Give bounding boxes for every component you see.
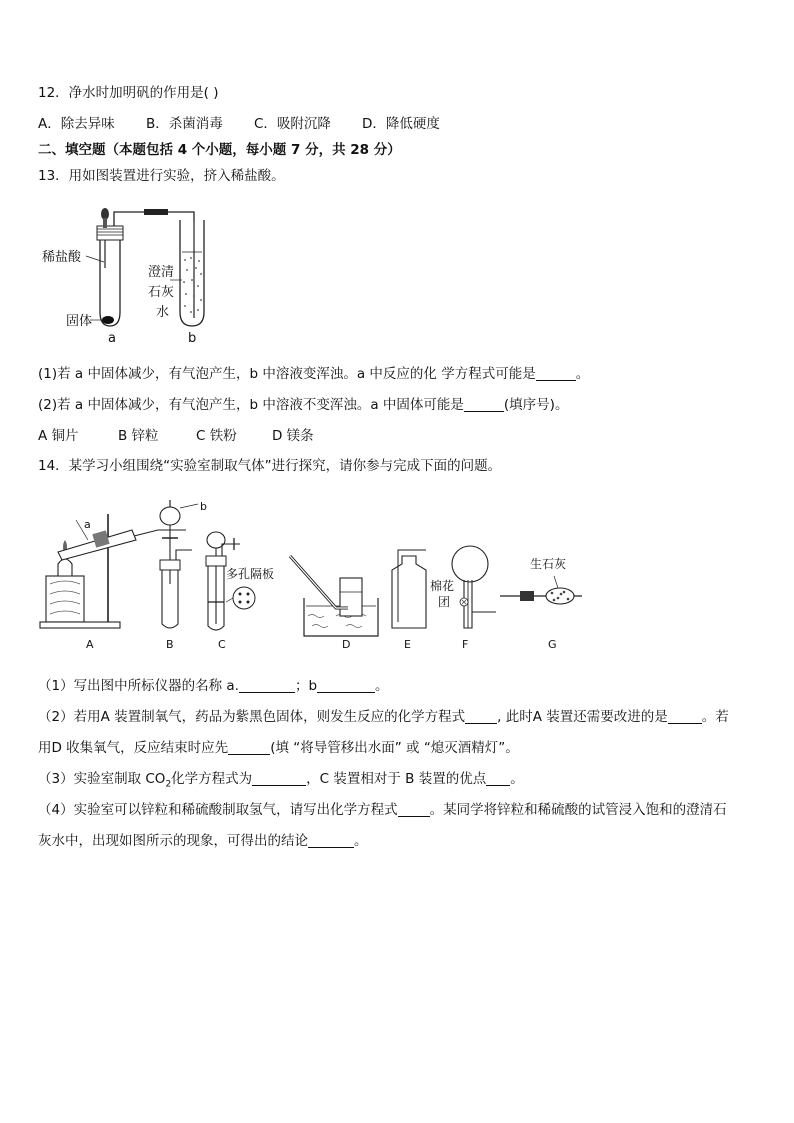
q13-label-limewater-3: 水: [156, 305, 170, 320]
q14-sub4-line1: [38, 801, 764, 819]
q14-sub4-text-c: 灰水中，出现如图所示的现象，可得出的结论: [38, 833, 308, 849]
q14-sub4-end: 。: [354, 833, 368, 849]
q14-sub1-text-a: （1）写出图中所标仪器的名称 a.: [38, 678, 239, 694]
q14-label-plate: 多孔隔板: [226, 567, 275, 581]
q14-sub3-text-c: ，C 装置相对于 B 装置的优点: [306, 771, 487, 787]
q13-option-d: D 镁条: [272, 428, 314, 444]
q13-label-solid: 固体: [66, 314, 93, 329]
q14-label-F: F: [462, 638, 469, 651]
q14-sub1-end: 。: [375, 678, 389, 694]
q14-sub3-blank-a[interactable]: [252, 771, 306, 786]
q14-sub4-blank-b[interactable]: [308, 833, 354, 848]
q14-sub2-text-a: （2）若用A 装置制氧气，药品为紫黑色固体，则发生反应的化学方程式: [38, 709, 466, 725]
q13-apparatus-figure: [36, 200, 256, 350]
q14-sub1: [38, 677, 764, 695]
q14-sub4-text-b: 。某同学将锌粒和稀硫酸的试管浸入饱和的澄清石: [429, 802, 727, 818]
q14-sub2-text-b: , 此时A 装置还需要改进的是: [497, 709, 668, 725]
q12-stem: 12．净水时加明矾的作用是( ): [38, 85, 219, 101]
q14-sub4-line2: [38, 832, 764, 850]
q14-sub3-blank-b[interactable]: [486, 771, 510, 786]
apparatus-g: [500, 556, 582, 604]
q12-option-d: D．降低硬度: [362, 116, 440, 132]
q13-label-limewater-1: 澄清: [148, 265, 175, 280]
q13-sub1: [38, 365, 764, 383]
q14-sub2-text-e: (填 “将导管移出水面” 或 “熄灭酒精灯”。: [270, 740, 519, 756]
q14-label-C: C: [218, 638, 226, 651]
q14-sub2-blank-c[interactable]: [228, 740, 270, 755]
q14-sub2-text-c: 。若: [701, 709, 729, 725]
q14-label-A: A: [86, 638, 94, 651]
q14-sub2-line1: [38, 708, 764, 726]
q13-label-b: b: [188, 331, 197, 346]
q13-sub2-text: (2)若 a 中固体减少，有气泡产生，b 中溶液不变浑浊。a 中固体可能是: [38, 397, 464, 413]
q13-option-b: B 锌粒: [118, 428, 159, 444]
q14-sub1-blank-b[interactable]: [317, 678, 375, 693]
apparatus-b: [160, 500, 207, 628]
q14-sub2-blank-a[interactable]: [465, 709, 497, 724]
q14-sub3-text-b: 化学方程式为: [171, 771, 253, 787]
apparatus-c: [206, 532, 274, 630]
apparatus-d: [290, 556, 378, 636]
q14-sub3: [38, 770, 764, 794]
q14-sub1-text-b: ；b: [294, 678, 318, 694]
q14-apparatus-figure: [36, 494, 596, 654]
q14-sub2-text-d: 用D 收集氧气，反应结束时应先: [38, 740, 229, 756]
q14-sub4-blank-a[interactable]: [398, 802, 430, 817]
q14-stem: 14．某学习小组围绕“实验室制取气体”进行探究，请你参与完成下面的问题。: [38, 458, 502, 474]
q14-label-lime: 生石灰: [530, 557, 567, 571]
q13-option-a: A 铜片: [38, 428, 79, 444]
apparatus-e: [392, 550, 426, 628]
q13-sub2-end: (填序号)。: [503, 397, 569, 413]
q14-sub1-blank-a[interactable]: [239, 678, 295, 693]
q14-label-B: B: [166, 638, 174, 651]
q13-sub1-text: (1)若 a 中固体减少，有气泡产生，b 中溶液变浑浊。a 中反应的化 学方程式可能是: [38, 366, 536, 382]
q13-label-a: a: [108, 331, 116, 346]
q14-label-E: E: [404, 638, 411, 651]
q13-sub2-blank[interactable]: [464, 397, 504, 412]
q14-label-G: G: [548, 638, 557, 651]
q14-sub3-subscript: 2: [165, 779, 172, 790]
q13-sub2: [38, 396, 764, 414]
q14-sub3-end: 。: [510, 771, 524, 787]
q14-label-b: b: [200, 500, 207, 513]
q13-label-limewater-2: 石灰: [148, 285, 175, 300]
section-heading: 二、填空题（本题包括 4 个小题，每小题 7 分，共 28 分）: [38, 142, 401, 158]
q13-sub1-blank[interactable]: [536, 366, 576, 381]
q14-label-cotton-1: 棉花: [430, 579, 455, 593]
q13-stem: 13．用如图装置进行实验，挤入稀盐酸。: [38, 168, 285, 184]
q12-option-a: A．除去异味: [38, 116, 115, 132]
q12-option-c: C．吸附沉降: [254, 116, 331, 132]
q12-option-b: B．杀菌消毒: [146, 116, 223, 132]
q12-options: [38, 115, 764, 133]
q14-label-a: a: [84, 518, 91, 531]
q13-options: [38, 427, 764, 445]
q14-sub3-text-a: （3）实验室制取 CO: [38, 771, 166, 787]
q13-sub1-end: 。: [575, 366, 590, 382]
q14-label-D: D: [342, 638, 351, 651]
q14-label-cotton-2: 团: [438, 595, 451, 609]
q14-sub2-blank-b[interactable]: [668, 709, 702, 724]
q13-label-acid: 稀盐酸: [42, 250, 82, 265]
q13-option-c: C 铁粉: [196, 428, 237, 444]
q14-sub2-line2: [38, 739, 764, 757]
apparatus-f: [430, 546, 496, 628]
q14-sub4-text-a: （4）实验室可以锌粒和稀硫酸制取氢气，请写出化学方程式: [38, 802, 398, 818]
apparatus-a: [40, 514, 186, 628]
